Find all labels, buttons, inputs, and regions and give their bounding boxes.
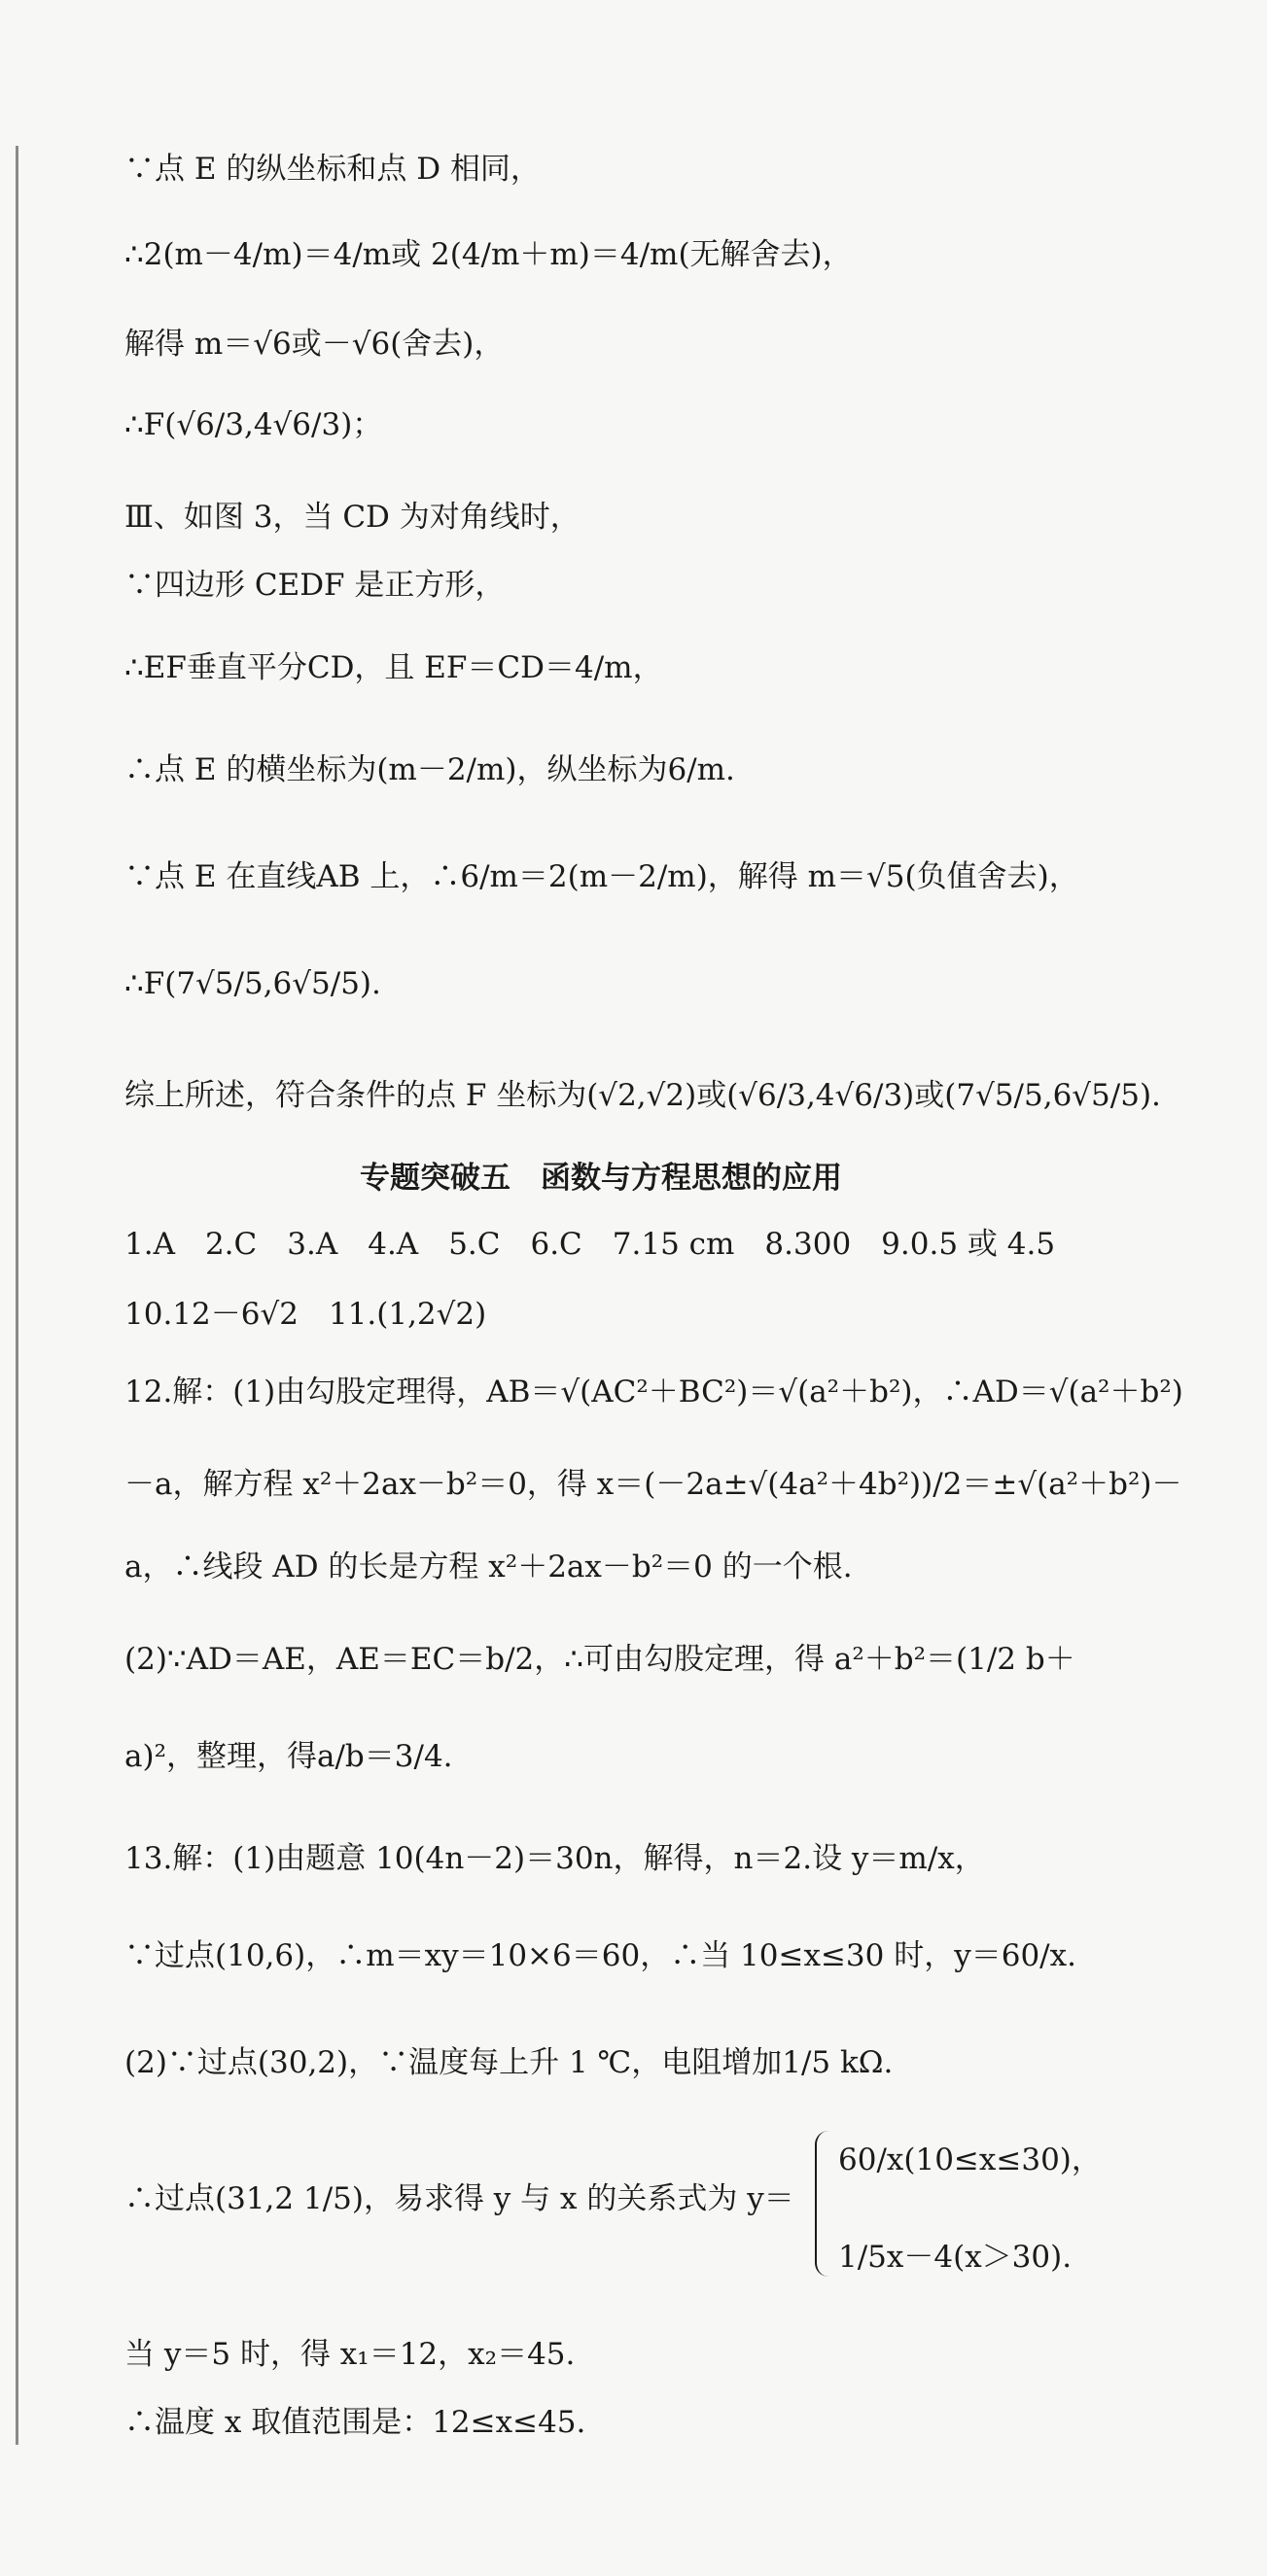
line-8: ∴点 E 的横坐标为(m－2/m)，纵坐标为6/m.	[124, 752, 735, 787]
q12-line-5: a)²，整理，得a/b＝3/4.	[124, 1739, 453, 1774]
line-3: 解得 m＝√6或－√6(舍去)，	[124, 327, 505, 362]
q13-line-6: ∴温度 x 取值范围是：12≤x≤45.	[124, 2405, 586, 2440]
line-2: ∴2(m－4/m)＝4/m或 2(4/m＋m)＝4/m(无解舍去)，	[124, 237, 853, 272]
line-1: ∵点 E 的纵坐标和点 D 相同，	[124, 152, 541, 187]
q13-line-5: 当 y＝5 时，得 x₁＝12，x₂＝45.	[124, 2337, 576, 2372]
q13-line-3: (2)∵过点(30,2)，∵温度每上升 1 ℃，电阻增加1/5 kΩ.	[124, 2045, 894, 2080]
line-6: ∵四边形 CEDF 是正方形，	[124, 568, 506, 603]
piecewise-brace	[815, 2131, 834, 2277]
line-9: ∵点 E 在直线AB 上，∴6/m＝2(m－2/m)，解得 m＝√5(负值舍去)，	[124, 859, 1079, 894]
q13-line-2: ∵过点(10,6)，∴m＝xy＝10×6＝60，∴当 10≤x≤30 时，y＝60/x.	[124, 1938, 1076, 1973]
q12-line-2: －a，解方程 x²＋2ax－b²＝0，得 x＝(－2a±√(4a²＋4b²))/2＝±√(a²＋b²)－	[124, 1467, 1182, 1502]
answers-10-11: 10.12－6√2 11.(1,2√2)	[124, 1297, 487, 1332]
q13-line-1: 13.解：(1)由题意 10(4n－2)＝30n，解得，n＝2.设 y＝m/x，	[124, 1841, 985, 1876]
q13-line-4: ∴过点(31,2 1/5)，易求得 y 与 x 的关系式为 y＝	[124, 2181, 794, 2216]
section-title: 专题突破五 函数与方程思想的应用	[360, 1161, 842, 1196]
page-margin-line	[16, 146, 18, 2445]
line-11: 综上所述，符合条件的点 F 坐标为(√2,√2)或(√6/3,4√6/3)或(7√5/5,6√5/5).	[124, 1078, 1161, 1113]
line-4: ∴F(√6/3,4√6/3)；	[124, 407, 383, 442]
q13-piece-1: 60/x(10≤x≤30)，	[838, 2142, 1102, 2177]
line-10: ∴F(7√5/5,6√5/5).	[124, 966, 381, 1001]
line-7: ∴EF垂直平分CD，且 EF＝CD＝4/m，	[124, 650, 663, 685]
q12-line-3: a，∴线段 AD 的长是方程 x²＋2ax－b²＝0 的一个根.	[124, 1549, 853, 1584]
q12-line-4: (2)∵AD＝AE，AE＝EC＝b/2，∴可由勾股定理，得 a²＋b²＝(1/2 b＋	[124, 1642, 1075, 1677]
q13-piece-2: 1/5x－4(x＞30).	[838, 2240, 1073, 2275]
line-5: Ⅲ、如图 3，当 CD 为对角线时，	[124, 500, 581, 535]
q12-line-1: 12.解：(1)由勾股定理得，AB＝√(AC²＋BC²)＝√(a²＋b²)，∴AD＝√(a²＋b²)	[124, 1375, 1183, 1410]
answers-1-9: 1.A 2.C 3.A 4.A 5.C 6.C 7.15 cm 8.300 9.0.5 或 4.5	[124, 1227, 1056, 1262]
